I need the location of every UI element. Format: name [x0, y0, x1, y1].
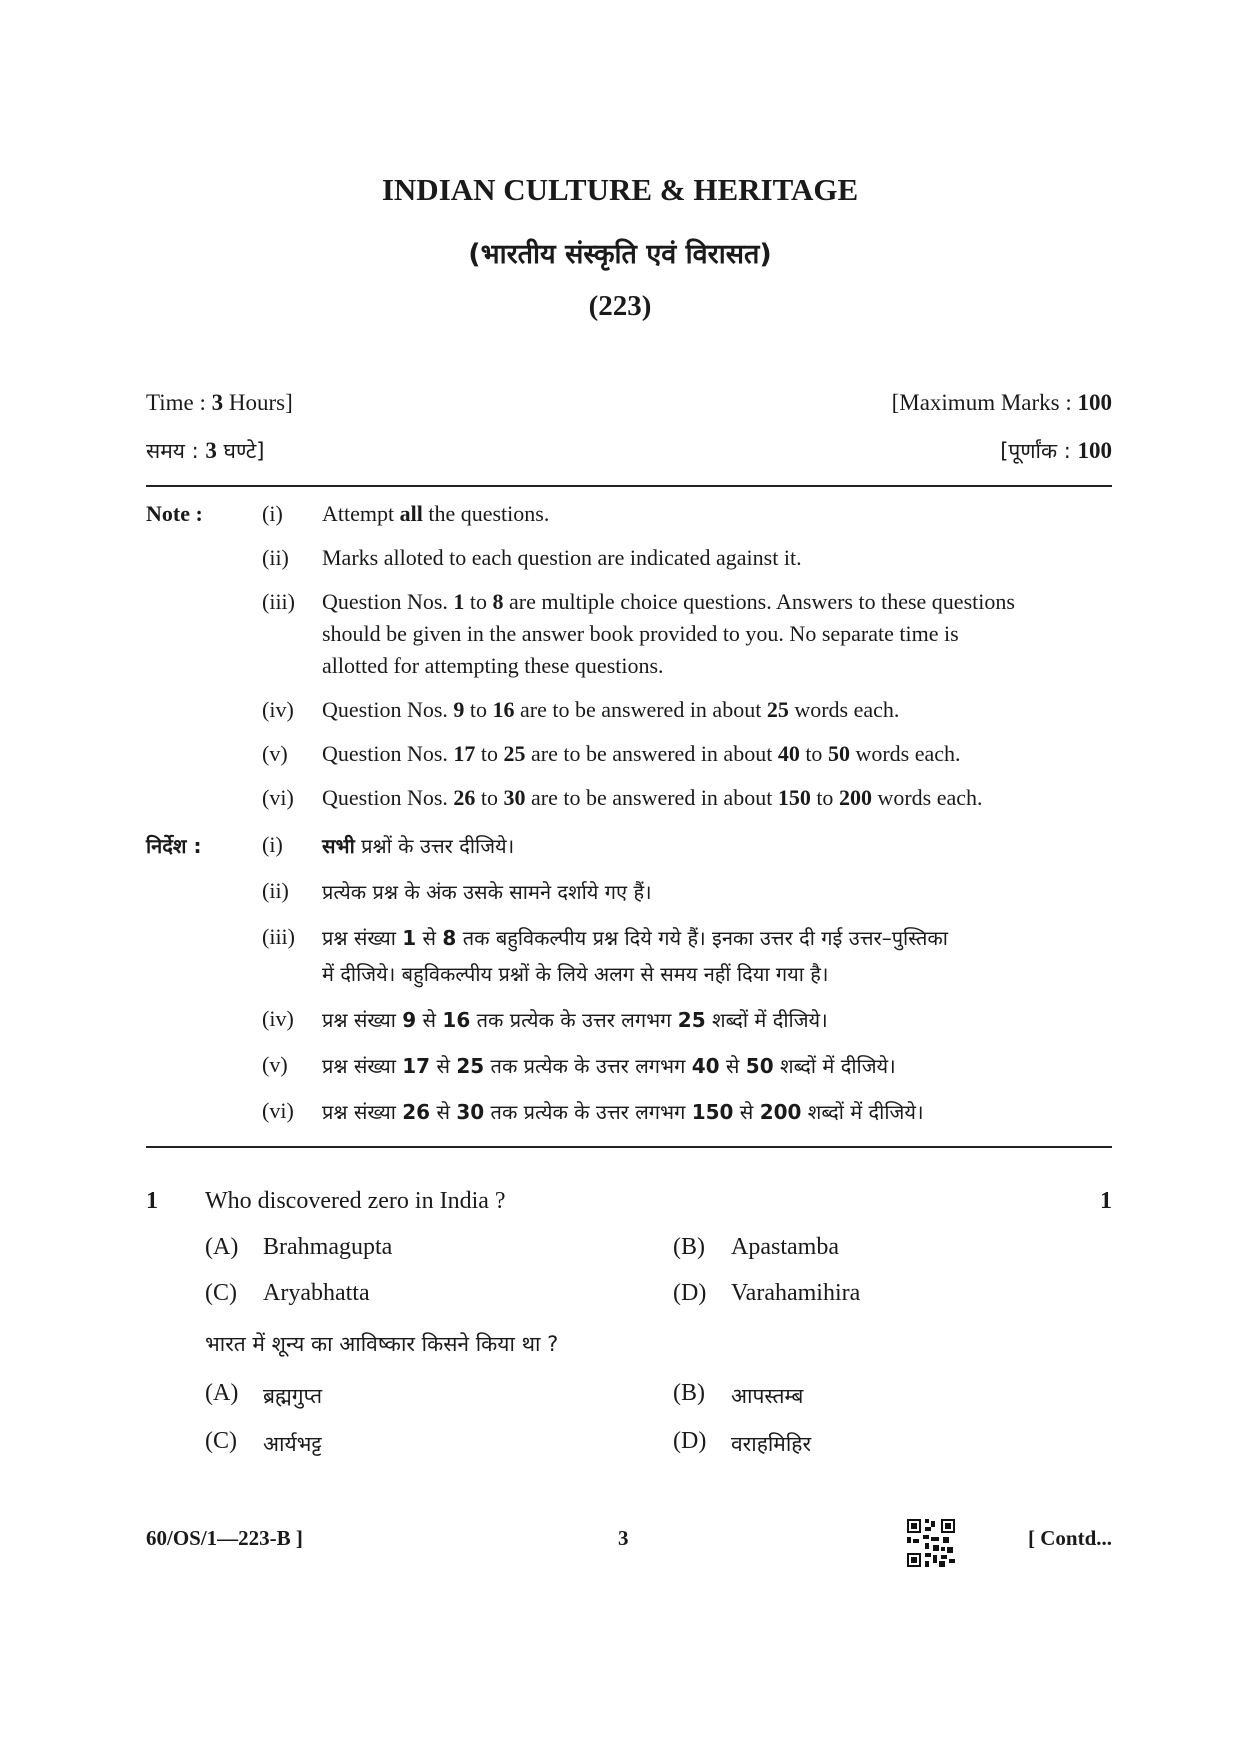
exam-page: INDIAN CULTURE & HERITAGE (भारतीय संस्कृति एवं विरासत) (223) Time : 3 Hours] [Maximum Marks : 100 समय : 3 घण्टे] [पूर्णांक : 100 Note : (i) Attempt all the questions. (ii) Marks alloted to each question are indicated against it. (iii) Question Nos. 1 to 8 are multiple choice questions. Answers to these questions should be given in the answer book provided to you. No separate time is allotted for attempting these questions. (iv) Question Nos. 9 to 16 are to be answered in about 25 words each. (v) Question Nos. 17 to 25 are to be answered in about 40 to 50 words each. (vi) Question Nos. 26 to 30 are to be answered in about 150 to 200 words each. निर्देश : (i) सभी प्रश्नों के उत्तर दीजिये। (ii) प्रत्येक प्रश्न के अंक उसके सामने दर्शाये गए हैं। (iii) प्रश्न संख्या 1 से 8 तक बहुविकल्पीय प्रश्न दिये गये हैं। इनका उत्तर दी गई उत्तर–पुस्तिका में दीजिये। बहुविकल्पीय प्रश्नों के लिये अलग से समय नहीं दिया गया है। (iv) प्रश्न संख्या 9 से 16 तक प्रत्येक के उत्तर लगभग 25 शब्दों में दीजिये। (v) प्रश्न संख्या 17 से 25 तक प्रत्येक के उत्तर लगभग 40 से 50 शब्दों में दीजिये। (vi) प्रश्न संख्या 26 से 30 तक प्रत्येक के उत्तर लगभग 150 से 200 शब्दों में दीजिये। 1 Who discovered zero in India ? 1 (A) Brahmagupta (B) Apastamba (C) Aryabhatta (D) Varahamihira भारत में शून्य का आविष्कार किसने किया था ? (A) ब्रह्मगुप्त (B) आपस्तम्ब (C) आर्यभट्ट (D) वराहमिहिर 60/OS/1—223-B ] 3 [ Contd...: [0, 0, 1240, 1753]
page-number: 3: [618, 1526, 629, 1550]
divider-bottom: [146, 1146, 1112, 1148]
divider-top: [146, 485, 1112, 487]
question-text-hindi: भारत में शून्य का आविष्कार किसने किया था ?: [205, 1332, 559, 1356]
max-marks-en: [Maximum Marks : 100: [891, 390, 1112, 415]
option-c-hindi: (C) आर्यभट्ट: [205, 1428, 322, 1456]
question-text: Who discovered zero in India ?: [205, 1188, 506, 1214]
option-a: (A) Brahmagupta: [205, 1234, 393, 1260]
paper-title: INDIAN CULTURE & HERITAGE: [381, 172, 859, 207]
note-en-item-3-line3: allotted for attempting these questions.: [322, 653, 664, 678]
paper-title-hindi: (भारतीय संस्कृति एवं विरासत): [468, 239, 772, 270]
note-hi-item-3-line2: में दीजिये। बहुविकल्पीय प्रश्नों के लिये अलग से समय नहीं दिया गया है।: [322, 962, 829, 986]
qr-code-icon: [907, 1519, 955, 1567]
note-label-hindi: निर्देश :: [146, 834, 202, 858]
time-en: Time : 3 Hours]: [146, 390, 293, 415]
option-b-hindi: (B) आपस्तम्ब: [673, 1380, 804, 1408]
option-c: (C) Aryabhatta: [205, 1280, 370, 1306]
option-a-hindi: (A) ब्रह्मगुप्त: [205, 1380, 323, 1408]
time-hi: समय : 3 घण्टे]: [146, 438, 265, 463]
max-marks-hi: [पूर्णांक : 100: [1000, 438, 1112, 463]
question-marks: 1: [1100, 1188, 1112, 1214]
paper-code: (223): [588, 290, 652, 322]
contd-label: [ Contd...: [1027, 1526, 1112, 1550]
question-number: 1: [146, 1188, 158, 1214]
note-en-item-3-line2: should be given in the answer book provided to you. No separate time is: [322, 621, 959, 646]
option-b: (B) Apastamba: [673, 1234, 839, 1260]
note-label: Note :: [146, 501, 203, 526]
option-d-hindi: (D) वराहमिहिर: [673, 1428, 812, 1456]
option-d: (D) Varahamihira: [673, 1280, 861, 1306]
footer-code: 60/OS/1—223-B ]: [146, 1526, 303, 1550]
